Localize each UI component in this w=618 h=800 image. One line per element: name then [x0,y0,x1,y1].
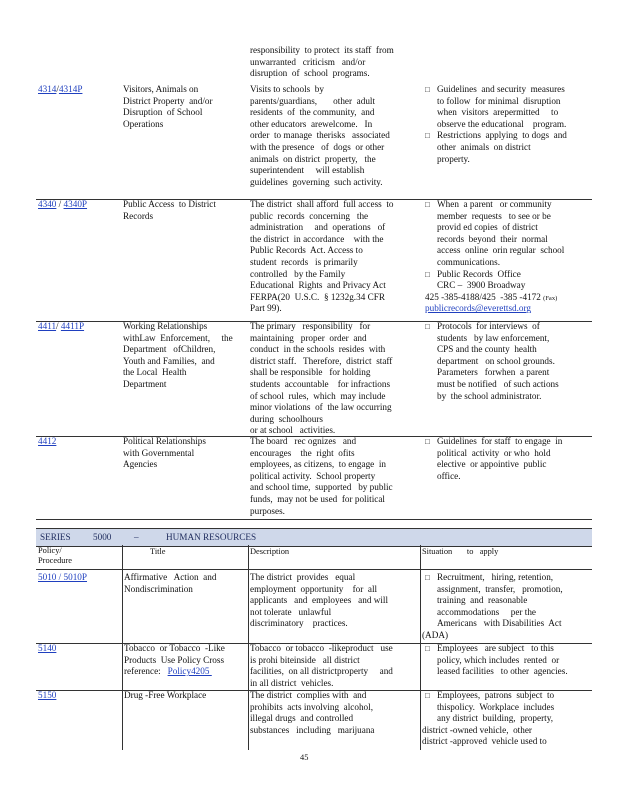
email-link[interactable]: publicrecords@everettsd.org [425,303,532,314]
policy-description: Public Records Act. Access to [250,245,363,256]
policy-description: encourages the right ofits [250,447,355,458]
policy-description: The district shall afford full access to [250,199,394,209]
situation-text: Restrictions applying to dogs and [437,130,567,141]
policy-description: The district complies with and [250,690,367,700]
policy-description: employees, as citizens, to engage in [250,459,386,470]
situation-text: policy, which includes rented or [437,654,560,665]
policy-title: Public Access to District [123,199,216,209]
policy-description: animals on district property, the [250,153,376,164]
policy-description: controlled by the Family [250,268,346,279]
policy-description: or at school activities. [250,425,336,436]
situation-text: communications. [437,257,501,267]
policy-number-link[interactable]: 4411P [60,321,85,331]
cross-reference [124,666,212,678]
policy-description: parents/guardians, other adult [250,95,376,106]
situation-text: other animals on district [437,142,531,152]
policy-number-link[interactable]: 4412 [38,436,57,446]
policy-description: students accountable for infractions [250,379,391,389]
situation-text: training and reasonable [437,595,528,606]
situation-text: observe the educational program. [437,118,567,129]
policy-description: residents of the community, and [250,107,375,118]
policy-number-link[interactable]: 5140 [38,643,57,653]
policy-link[interactable] [38,84,82,96]
situation-text: leased facilities to other agencies. [437,666,568,677]
policy-title: withLaw Enforcement, the [123,332,233,343]
policy-title: Operations [123,118,164,129]
situation-text: any district building, property, [437,713,554,724]
row-divider [36,643,592,644]
policy-link[interactable] [38,436,56,448]
row-divider [36,436,592,437]
policy-description: responsibility to protect its staff from [250,45,394,55]
policy-description: of school rules, which may include [250,390,386,401]
policy-description: disruption of school programs. [250,68,370,79]
policy-number-link[interactable]: 4411 [38,321,57,331]
situation-text: Guidelines for staff to engage in [437,436,563,446]
policy-description: The primary responsibility for [250,321,371,331]
policy-title: Agencies [123,459,158,470]
situation-text: accommodations per the [437,606,536,617]
bullet-icon: □ [425,644,430,653]
policy-title: Drug -Free Workplace [124,690,207,700]
series-name: HUMAN RESOURCES [166,532,257,542]
policy-description: the district in accordance with the [250,233,384,244]
policy-description: funds, may not be used for political [250,494,385,504]
situation-text: Employees, patrons subject to [437,690,555,700]
policy-title: Political Relationships [123,436,206,446]
policy-description: not tolerate unlawful [250,606,332,617]
situation-text: assignment, transfer, promotion, [437,583,563,594]
policy-title: the Local Health [123,367,187,378]
policy-number-link[interactable]: 4314P [58,84,83,94]
policy-description: discriminatory practices. [250,618,348,629]
cross-reference-label: reference: [124,666,168,677]
situation-text: department on school grounds. [437,355,555,366]
policy-description: facilities, on all districtproperty and [250,666,393,677]
situation-text: member requests to see or be [437,210,551,221]
policy-description: political activity. School property [250,470,376,481]
policy-description: The district provides equal [250,572,356,582]
policy-description: FERPA(20 U.S.C. § 1232g.34 CFR [250,291,385,302]
situation-text: Parameters forwhen a parent [437,367,550,378]
policy-description: unwarranted criticism and/or [250,56,366,67]
situation-text: must be notified of such actions [437,379,559,389]
policy-description: employment opportunity for all [250,583,378,594]
policy-description: with the presence of dogs or other [250,142,385,152]
situation-text: when visitors arepermitted to [437,107,559,118]
policy-description: Visits to schools by [250,84,324,94]
policy-description: illegal drugs and controlled [250,713,354,724]
situation-text: CPS and the county health [437,344,537,355]
situation-text: provid ed copies of district [437,222,538,233]
policy-description: and school time, supported by public [250,482,393,493]
situation-text: students by law enforcement, [437,332,550,343]
policy-number-link[interactable]: 4340 [38,199,57,209]
policy-title: Department ofChildren, [123,344,216,355]
policy-title: Visitors, Animals on [123,84,199,94]
situation-text: district -owned vehicle, other [422,724,532,735]
policy-description: is prohi biteinside all district [250,654,360,665]
policy-description: order to manage therisks associated [250,130,390,141]
policy-title: District Property and/or [123,95,213,106]
policy-title: with Governmental [123,447,195,458]
policy-title: Products Use Policy Cross [124,654,225,665]
column-header-policy: Policy/ [38,546,62,555]
policy-description: applicants and employees and will [250,595,389,606]
policy-description: Part 99). [250,303,282,314]
situation-text: to follow for minimal disruption [437,95,561,106]
policy-description: substances including marijuana [250,724,375,735]
situation-text: political activity or who hold [437,447,551,458]
policy-number-link[interactable]: 5010 / 5010P [38,572,88,582]
policy-description: purposes. [250,505,285,516]
situation-text: Public Records Office [437,268,521,279]
policy-title: Tobacco or Tobacco -Like [124,643,225,653]
policy-description: student records is primarily [250,257,358,267]
situation-text: Americans with Disabilities Act [437,618,562,629]
policy-title: Department [123,379,167,389]
policy-description: guidelines governing such activity. [250,176,383,187]
bullet-icon: □ [425,131,430,141]
policy-description: prohibits acts involving alcohol, [250,701,373,712]
column-header-situation: Situation to apply [422,547,499,556]
column-header-title: Title [150,547,166,556]
row-divider [36,199,592,200]
policy-separator: / [56,84,59,94]
policy-description: superintendent will establish [250,165,365,176]
policy-description: district staff. Therefore, district staff [250,355,393,366]
series-number: 5000 [93,532,112,542]
policy-description: The board rec ognizes and [250,436,357,446]
policy-number-link[interactable]: 4340P [63,199,88,209]
situation-text: elective or appointive public [437,459,547,470]
phone-numbers: 425 -385-4188/425 -385 -4172 [425,291,544,302]
policy-number-link[interactable]: 5150 [38,690,57,700]
situation-text: records beyond their normal [437,233,548,244]
policy-description: minor violations of the law occurring [250,402,392,413]
row-divider [36,519,592,520]
bullet-icon: □ [425,269,430,279]
bullet-icon: □ [425,322,430,331]
column-header-description: Description [250,547,290,556]
policy-description: maintaining proper order and [250,332,367,343]
situation-text: CRC – 3900 Broadway [437,280,526,291]
column-header-policy: Procedure [38,556,72,565]
policy-title: Working Relationships [123,321,208,331]
policy-link[interactable] [38,199,87,211]
situation-text: property. [437,153,470,164]
policy-description: Tobacco or tobacco -likeproduct use [250,643,393,653]
policy-description: public records concerning the [250,210,369,221]
page-number: 45 [300,753,309,762]
policy-title: Nondiscrimination [124,583,193,594]
situation-text: Protocols for interviews of [437,321,540,331]
fax-label: (Fax) [543,294,558,302]
bullet-icon: □ [425,691,430,700]
situation-text: thispolicy. Workplace includes [437,701,555,712]
column-divider [122,545,123,750]
bullet-icon: □ [425,200,430,209]
row-divider [36,690,592,691]
series-label: SERIES [40,532,71,542]
situation-text: Recruitment, hiring, retention, [437,572,554,582]
policy-separator: / [56,321,61,331]
policy-separator: / [56,199,64,209]
policy-number-link[interactable]: 4314 [38,84,57,94]
situation-text: (ADA) [422,630,449,640]
bullet-icon: □ [425,85,430,94]
situation-text: Employees are subject to this [437,643,554,653]
column-header-row [36,545,592,570]
series-dash: – [134,532,139,542]
cross-reference-link[interactable]: Policy4205 [167,666,212,677]
policy-title: Affirmative Action and [124,572,217,582]
policy-title: Records [123,210,154,221]
bullet-icon: □ [425,573,430,582]
policy-description: shall be responsible for holding [250,367,371,378]
row-divider [36,321,592,322]
policy-description: other educators arewelcome. In [250,118,373,129]
situation-text: Guidelines and security measures [437,84,565,94]
policy-link[interactable] [38,321,84,333]
policy-title: Youth and Families, and [123,355,215,366]
situation-text: office. [437,470,461,481]
bullet-icon: □ [425,437,430,446]
policy-title: Disruption of School [123,107,203,118]
situation-text: by the school administrator. [437,390,542,401]
column-divider [248,545,249,750]
policy-description: administration and operations of [250,222,386,233]
situation-text: access online orin regular school [437,245,565,256]
situation-text: district -approved vehicle used to [422,736,547,747]
policy-description: during schoolhours [250,413,323,424]
column-divider [420,545,421,750]
policy-description: conduct in the schools resides with [250,344,386,355]
situation-text: When a parent or community [437,199,552,209]
policy-description: in all district vehicles. [250,677,334,688]
policy-description: Educational Rights and Privacy Act [250,280,386,291]
